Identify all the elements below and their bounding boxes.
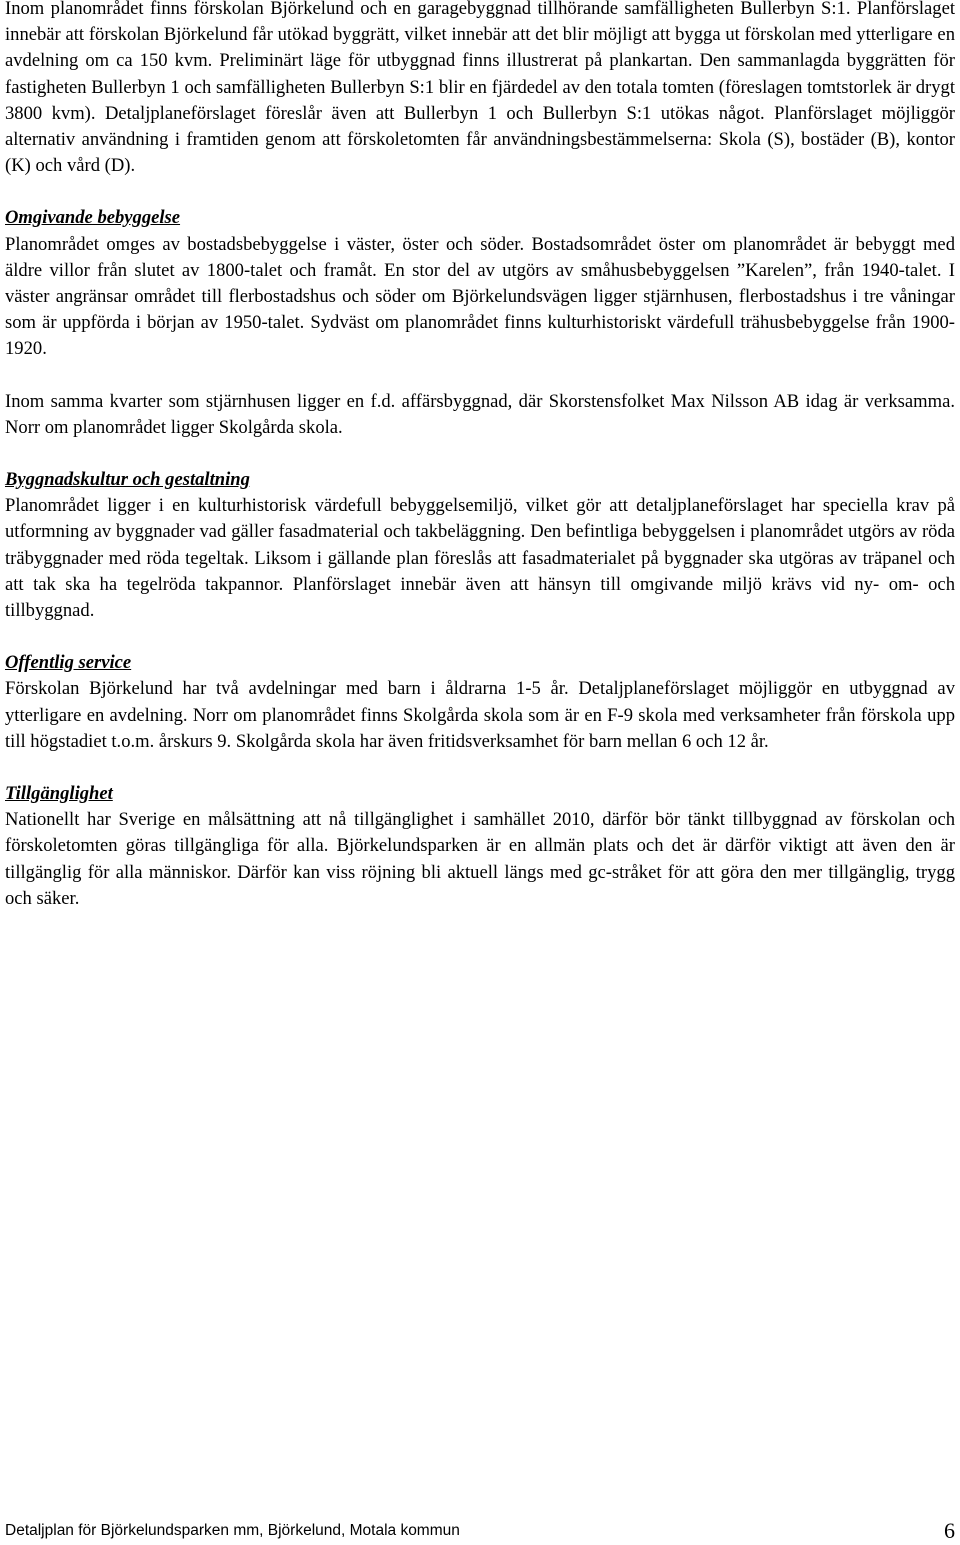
section-paragraph: Planområdet omges av bostadsbebyggelse i väster, öster och söder. Bostadsområdet öster om planområdet är bebyggt med äldre villor från slutet av 1800-talet och framåt. En stor del av utgörs av småhusbebyggelsen ”Karelen”, från 1940-talet. I väster angränsar området till flerbostadshus och söder om Björkelundsvägen ligger stjärnhusen, flerbostadshus i tre våningar som är uppförda i början av 1950-talet. Sydväst om planområdet finns kulturhistoriskt värdefull trähusbebyggelse från 1900-1920. [5,233,955,360]
section-heading-omgivande-bebyggelse: Omgivande bebyggelse [5,207,181,229]
section-paragraph: Inom samma kvarter som stjärnhusen ligger en f.d. affärsbyggnad, där Skorstensfolket Max Nilsson AB idag är verksamma. Norr om planområdet ligger Skolgårda skola. [5,390,955,438]
section-heading-tillganglighet: Tillgänglighet [5,783,113,805]
section-paragraph: Planområdet ligger i en kulturhistorisk värdefull bebyggelsemiljö, vilket gör att detaljplaneförslaget har speciella krav på utformning av byggnader vad gäller fasadmaterial och takbeläggning. Den befintliga bebyggelsen i planområdet utgörs av röda träbyggnader med röda tegeltak. Liksom i gällande plan föreslås att fasadmaterialet på byggnader ska utgöras av träpanel och att tak ska ha tegelröda takpannor. Planförslaget innebär även att hänsyn till omgivande miljö krävs vid ny- om- och tillbyggnad. [5,495,955,622]
intro-paragraph: Inom planområdet finns förskolan Björkelund och en garagebyggnad tillhörande samfälligheten Bullerbyn S:1. Planförslaget innebär att förskolan Björkelund får utökad byggrätt, vilket innebär att det blir möjligt att bygga ut förskolan med ytterligare en avdelning om ca 150 kvm. Preliminärt läge för utbyggnad finns illustrerat på plankartan. Den sammanlagda byggrätten för fastigheten Bullerbyn 1 och samfälligheten Bullerbyn S:1 blir en fjärdedel av den totala tomten (föreslagen tomtstorlek är drygt 3800 kvm). Detaljplaneförslaget föreslår även att Bullerbyn 1 och Bullerbyn S:1 utökas något. Planförslaget möjliggör alternativ användning i framtiden genom att förskoletomten får användningsbestämmelserna: Skola (S), bostäder (B), kontor (K) och vård (D). [5,0,955,177]
document-body [5,0,955,912]
section-heading-offentlig-service: Offentlig service [5,652,132,674]
section-heading-byggnadskultur: Byggnadskultur och gestaltning [5,469,250,491]
footer-title: Detaljplan för Björkelundsparken mm, Björkelund, Motala kommun [5,1522,460,1539]
page-footer [5,1519,955,1545]
section-paragraph: Förskolan Björkelund har två avdelningar med barn i åldrarna 1-5 år. Detaljplaneförslaget möjliggör en utbyggnad av ytterligare en avdelning. Norr om planområdet finns Skolgårda skola som är en F-9 skola med verksamheter från förskola upp till högstadiet t.o.m. årskurs 9. Skolgårda skola har även fritidsverksamhet för barn mellan 6 och 12 år. [5,678,955,752]
section-paragraph: Nationellt har Sverige en målsättning att nå tillgänglighet i samhället 2010, därför bör tänkt tillbyggnad av förskolan och förskoletomten göras tillgängliga för alla. Björkelundsparken är en allmän plats och det är därför viktigt att även den är tillgänglig för alla människor. Därför kan viss röjning bli aktuell längs med gc-stråket för att göra den mer tillgänglig, trygg och säker. [5,809,955,909]
page-number: 6 [944,1518,955,1543]
